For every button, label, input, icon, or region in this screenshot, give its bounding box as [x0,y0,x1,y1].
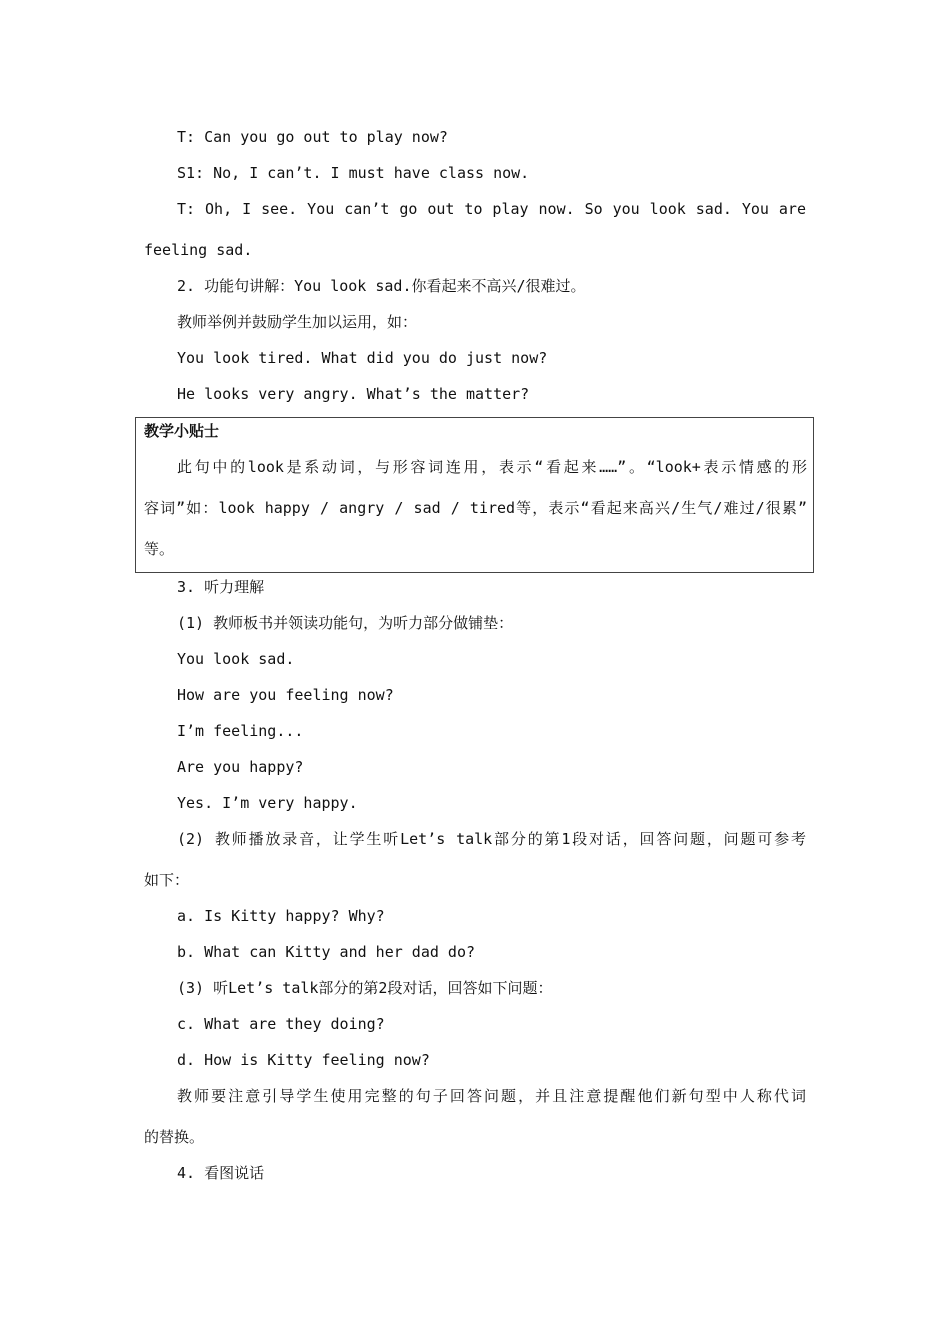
step-text: (3) 听Let’s talk部分的第2段对话，回答如下问题： [177,979,553,997]
section-heading-listening: 3. 听力理解 [177,578,265,596]
step-text: (1) 教师板书并领读功能句，为听力部分做铺垫： [177,614,514,632]
step-text-continuation: 如下： [144,871,190,889]
instruction-text: 教师举例并鼓励学生加以运用，如： [177,313,418,331]
example-sentence: You look tired. What did you do just now? [177,349,548,367]
function-sentence: You look sad. [177,650,295,668]
dialogue-line-continuation: feeling sad. [144,241,253,259]
function-sentence: How are you feeling now? [177,686,394,704]
function-sentence: Yes. I’m very happy. [177,794,358,812]
tip-text-line: 等。 [144,540,175,558]
section-heading-function-sentence: 2. 功能句讲解：You look sad.你看起来不高兴/很难过。 [177,277,586,295]
step-text: (2) 教师播放录音，让学生听Let’s talk部分的第1段对话，回答问题，问题可参考 [177,830,806,848]
question-item: d. How is Kitty feeling now? [177,1051,430,1069]
instruction-text-continuation: 的替换。 [144,1128,205,1146]
instruction-text: 教师要注意引导学生使用完整的句子回答问题，并且注意提醒他们新句型中人称代词 [177,1087,806,1105]
question-item: b. What can Kitty and her dad do? [177,943,476,961]
tip-title: 教学小贴士 [144,422,220,440]
teaching-tip-box [135,417,814,573]
tip-text-line: 此句中的look是系动词，与形容词连用，表示“看起来……”。“look+表示情感的形 [177,458,807,476]
dialogue-line-student: S1: No, I can’t. I must have class now. [177,164,530,182]
function-sentence: I’m feeling... [177,722,304,740]
question-item: a. Is Kitty happy? Why? [177,907,385,925]
question-item: c. What are they doing? [177,1015,385,1033]
function-sentence: Are you happy? [177,758,304,776]
example-sentence: He looks very angry. What’s the matter? [177,385,530,403]
section-heading-picture-talk: 4. 看图说话 [177,1164,265,1182]
dialogue-line-teacher: T: Can you go out to play now? [177,128,448,146]
tip-text-line: 容词”如：look happy / angry / sad / tired等，表示“看起来高兴/生气/难过/很累” [144,499,807,517]
dialogue-line-teacher-2: T: Oh, I see. You can’t go out to play now. So you look sad. You are [177,200,806,218]
